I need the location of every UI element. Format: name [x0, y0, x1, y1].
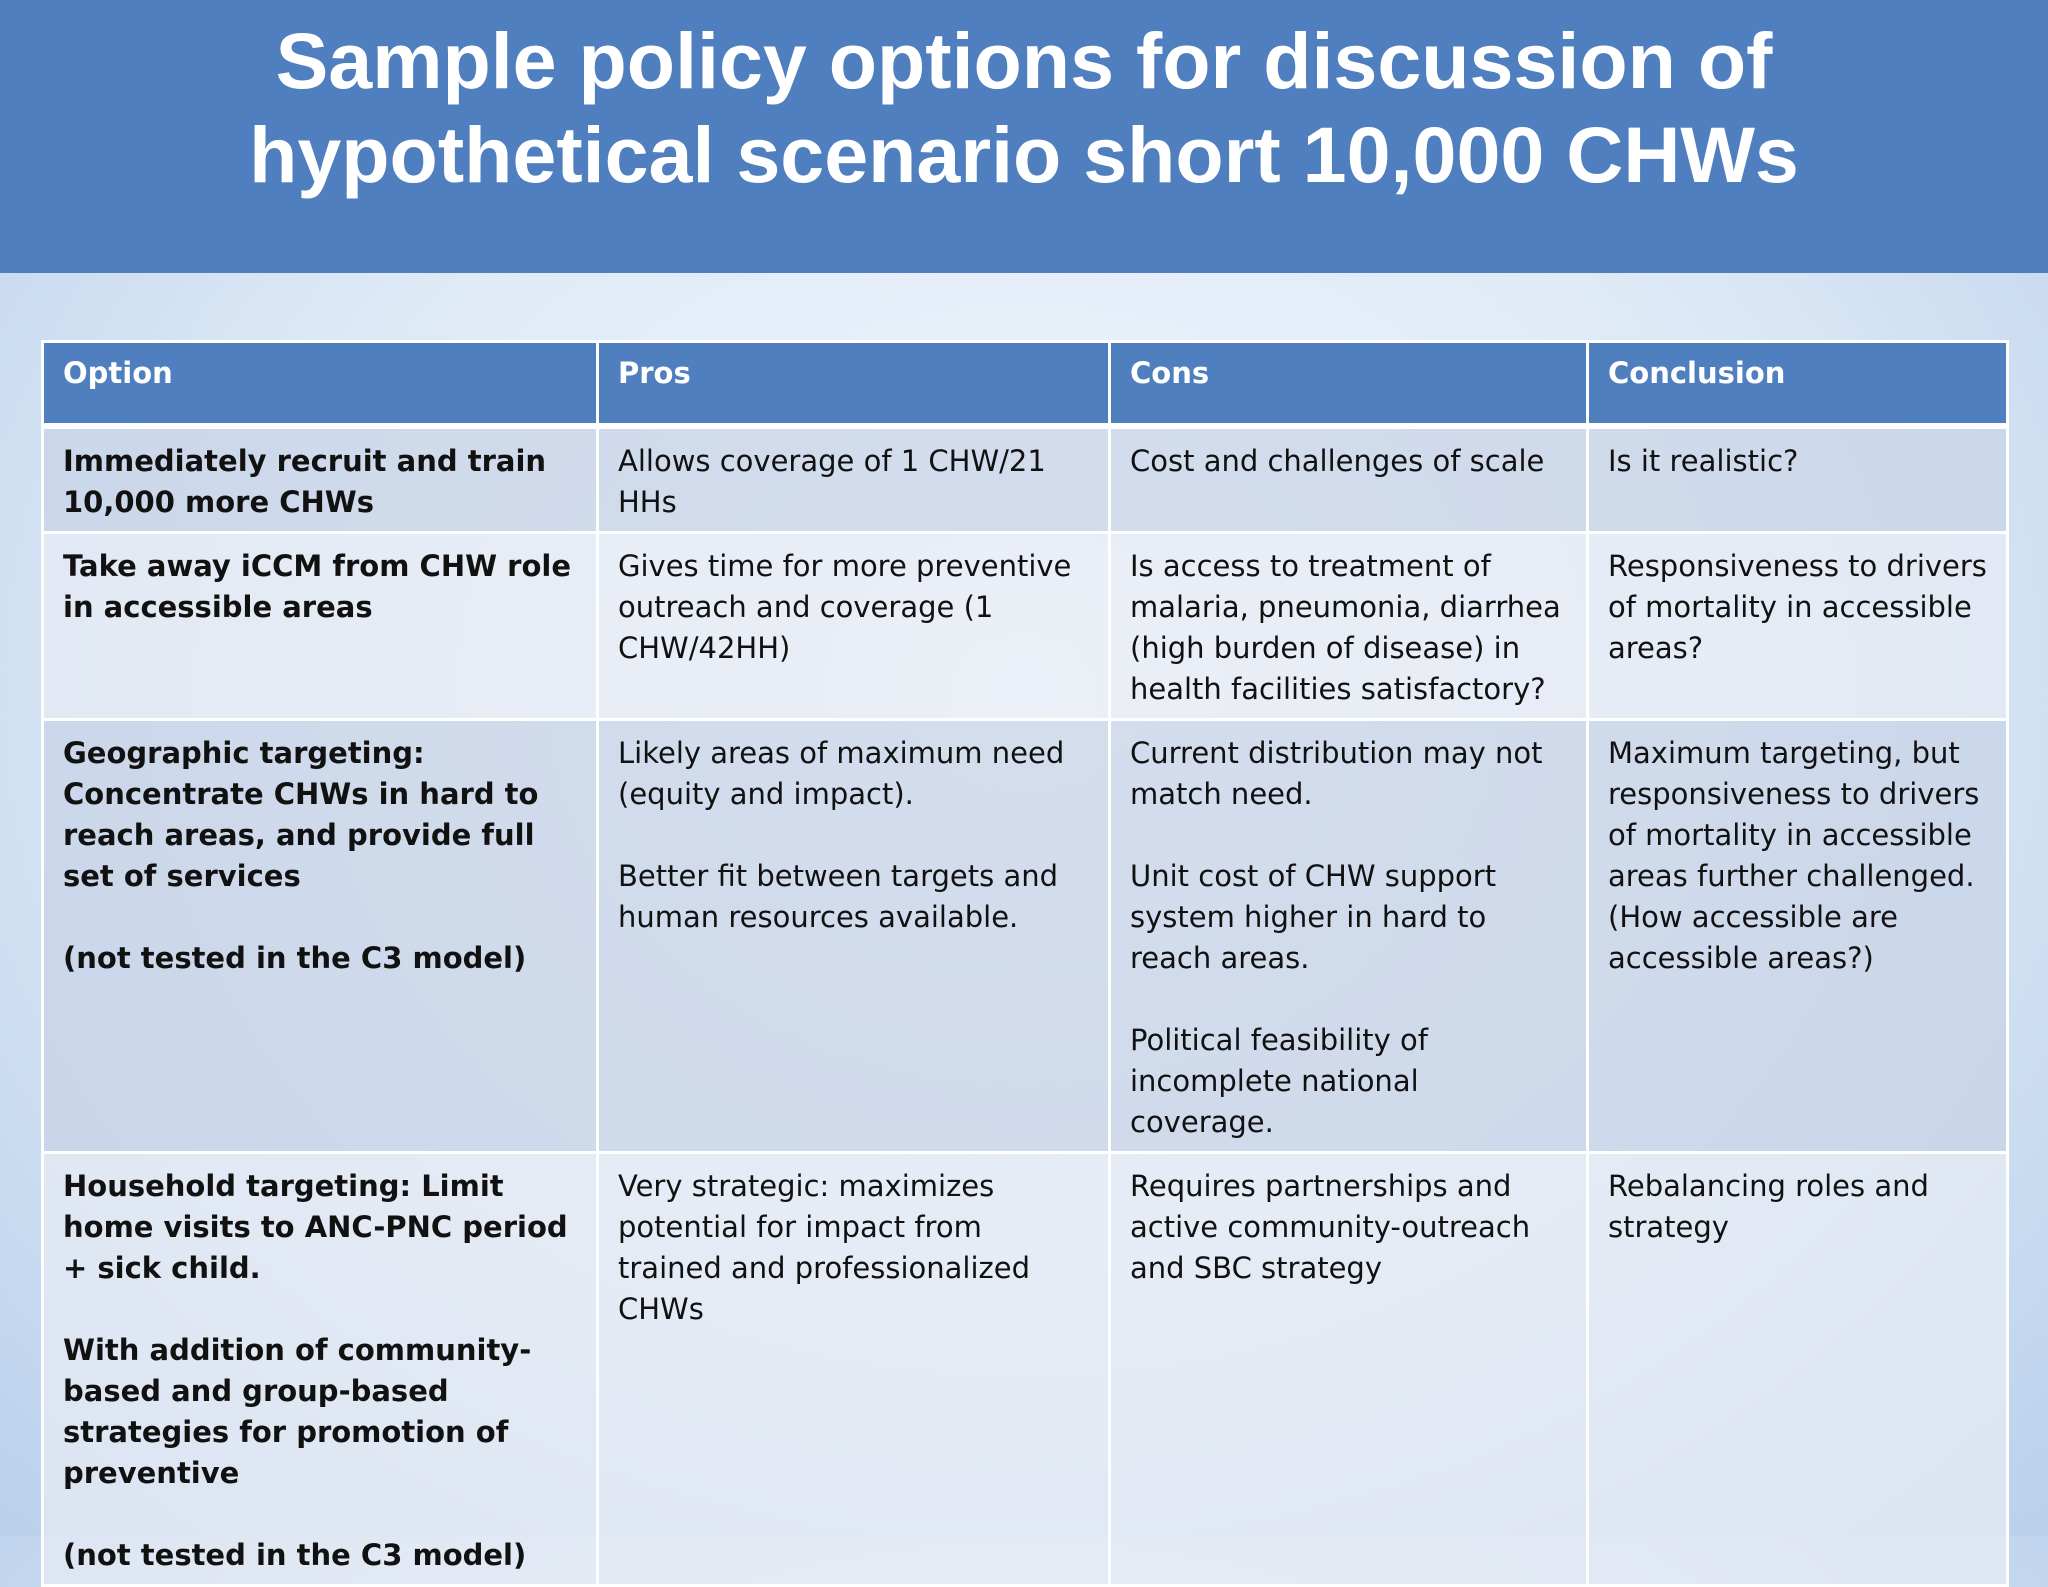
conclusion-text: Rebalancing roles and strategy — [1608, 1169, 1929, 1244]
pros-cell — [598, 533, 1110, 720]
cons-cell — [1110, 426, 1588, 533]
slide-title-line-1: Sample policy options for discussion of — [275, 16, 1773, 105]
cons-text: Is access to treatment of malaria, pneumonia, diarrhea (high burden of disease) in health facilities satisfactory? — [1130, 549, 1561, 706]
option-cell — [43, 720, 598, 1153]
option-cell — [43, 426, 598, 533]
slide-title-line-2: hypothetical scenario short 10,000 CHWs — [249, 110, 1799, 199]
pros-cell — [598, 1153, 1110, 1586]
slide-title — [0, 14, 2048, 202]
option-text: Immediately recruit and train 10,000 more CHWs — [63, 444, 547, 519]
option-cell — [43, 1153, 598, 1586]
option-cell — [43, 533, 598, 720]
conclusion-text: Responsiveness to drivers of mortality in accessible areas? — [1608, 549, 1987, 665]
option-text: Take away iCCM from CHW role in accessible areas — [63, 549, 572, 624]
option-note: (not tested in the C3 model) — [63, 941, 527, 975]
pros-text: Gives time for more preventive outreach and coverage (1 CHW/42HH) — [618, 549, 1072, 665]
policy-options-table — [41, 340, 2009, 1587]
cons-cell — [1110, 533, 1588, 720]
pros-text: Very strategic: maximizes potential for impact from trained and professionalized CHWs — [618, 1169, 1030, 1326]
header-cons: Cons — [1110, 342, 1588, 427]
option-text: Geographic targeting: Concentrate CHWs in hard to reach areas, and provide full set of services — [63, 736, 539, 893]
pros-cell — [598, 720, 1110, 1153]
header-conclusion: Conclusion — [1588, 342, 2008, 427]
table-row — [43, 720, 2008, 1153]
option-text: With addition of community-based and group-based strategies for promotion of preventive — [63, 1333, 532, 1490]
table-row — [43, 533, 2008, 720]
conclusion-cell — [1588, 720, 2008, 1153]
pros-cell — [598, 426, 1110, 533]
pros-text: Better fit between targets and human resources available. — [618, 859, 1058, 934]
cons-cell — [1110, 720, 1588, 1153]
conclusion-cell — [1588, 426, 2008, 533]
cons-text: Political feasibility of incomplete national coverage. — [1130, 1023, 1429, 1139]
option-note: (not tested in the C3 model) — [63, 1538, 527, 1572]
cons-text: Requires partnerships and active community-outreach and SBC strategy — [1130, 1169, 1531, 1285]
conclusion-cell — [1588, 533, 2008, 720]
conclusion-text: Is it realistic? — [1608, 444, 1799, 478]
pros-text: Allows coverage of 1 CHW/21 HHs — [618, 444, 1046, 519]
option-text: Household targeting: Limit home visits to ANC-PNC period + sick child. — [63, 1169, 568, 1285]
table-row — [43, 426, 2008, 533]
table-row — [43, 1153, 2008, 1586]
pros-text: Likely areas of maximum need (equity and impact). — [618, 736, 1065, 811]
cons-text: Cost and challenges of scale — [1130, 444, 1545, 478]
header-pros: Pros — [598, 342, 1110, 427]
cons-text: Current distribution may not match need. — [1130, 736, 1543, 811]
header-option: Option — [43, 342, 598, 427]
table-header-row — [43, 342, 2008, 427]
cons-text: Unit cost of CHW support system higher in hard to reach areas. — [1130, 859, 1497, 975]
cons-cell — [1110, 1153, 1588, 1586]
conclusion-cell — [1588, 1153, 2008, 1586]
conclusion-text: Maximum targeting, but responsiveness to drivers of mortality in accessible areas further challenged. (How accessible are accessible areas?) — [1608, 736, 1980, 975]
